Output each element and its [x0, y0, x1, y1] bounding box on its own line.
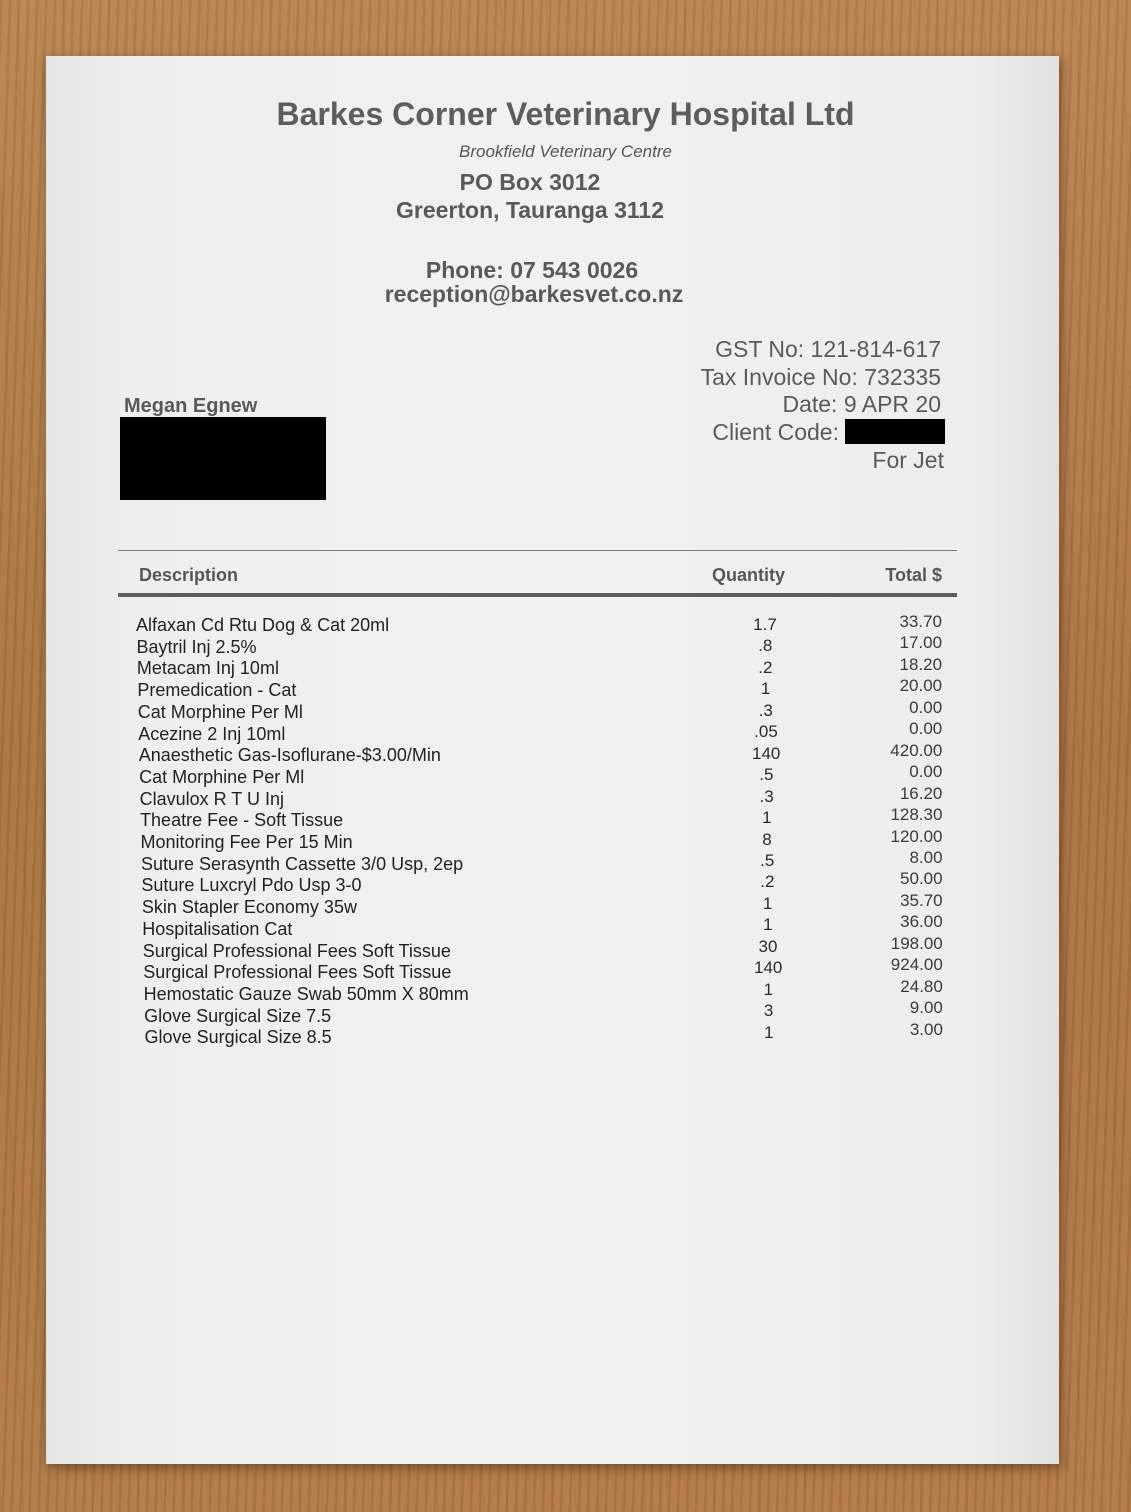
row-quantity: 1 — [762, 808, 772, 828]
row-description: Skin Stapler Economy 35w — [141, 897, 357, 918]
row-quantity: 3 — [763, 1001, 774, 1021]
row-quantity: 1 — [760, 679, 771, 699]
row-total: 9.00 — [909, 998, 943, 1018]
table-top-rule — [118, 550, 957, 551]
email-address: reception@barkesvet.co.nz — [384, 281, 684, 307]
row-total: 33.70 — [899, 612, 942, 631]
row-total: 50.00 — [900, 869, 943, 889]
row-description: Glove Surgical Size 8.5 — [144, 1027, 332, 1048]
row-description: Surgical Professional Fees Soft Tissue — [142, 940, 451, 961]
row-description: Monitoring Fee Per 15 Min — [140, 832, 353, 852]
row-quantity: 1.7 — [753, 615, 777, 634]
row-quantity: 1 — [764, 1022, 774, 1042]
gst-number: GST No: 121-814-617 — [715, 336, 941, 362]
row-description: Anaesthetic Gas-Isoflurane-$3.00/Min — [138, 745, 441, 766]
column-header-total: Total $ — [885, 565, 942, 585]
row-total: 198.00 — [890, 933, 943, 953]
row-total: 20.00 — [899, 676, 943, 696]
hospital-subname: Brookfield Veterinary Centre — [459, 142, 672, 161]
row-quantity: .3 — [759, 786, 774, 806]
row-description: Metacam Inj 10ml — [136, 658, 279, 679]
row-quantity: 140 — [752, 743, 781, 763]
row-quantity: 30 — [758, 936, 778, 956]
row-quantity: .5 — [759, 765, 774, 785]
row-quantity: .2 — [760, 872, 775, 892]
row-quantity: .2 — [758, 657, 773, 677]
row-description: Glove Surgical Size 7.5 — [144, 1005, 332, 1026]
row-description: Alfaxan Cd Rtu Dog & Cat 20ml — [136, 615, 390, 635]
row-description: Baytril Inj 2.5% — [136, 636, 257, 657]
row-quantity: .5 — [760, 850, 775, 870]
row-description: Suture Serasynth Cassette 3/0 Usp, 2ep — [140, 853, 464, 874]
row-total: 18.20 — [899, 654, 943, 674]
row-total: 128.30 — [890, 805, 943, 825]
row-total: 3.00 — [909, 1019, 943, 1039]
row-description: Theatre Fee - Soft Tissue — [140, 810, 344, 831]
row-description: Hospitalisation Cat — [142, 918, 293, 939]
column-header-description: Description — [139, 565, 239, 585]
row-total: 24.80 — [900, 976, 943, 996]
row-total: 420.00 — [890, 740, 943, 760]
row-quantity: 1 — [763, 915, 773, 935]
row-total: 8.00 — [909, 847, 943, 867]
row-total: 0.00 — [909, 762, 943, 782]
row-quantity: .3 — [758, 700, 773, 720]
row-total: 16.20 — [899, 783, 943, 803]
row-total: 17.00 — [899, 633, 943, 653]
row-description: Premedication - Cat — [137, 680, 297, 701]
row-total: 924.00 — [890, 955, 943, 975]
row-total: 0.00 — [909, 697, 943, 717]
row-quantity: 1 — [762, 893, 773, 913]
row-total: 35.70 — [900, 890, 943, 910]
row-quantity: 1 — [763, 979, 774, 999]
phone-number: Phone: 07 543 0026 — [425, 257, 639, 283]
column-header-quantity: Quantity — [712, 565, 786, 585]
row-quantity: .05 — [754, 722, 778, 742]
row-description: Cat Morphine Per Ml — [137, 701, 303, 722]
address-line-2: Greerton, Tauranga 3112 — [395, 197, 664, 223]
tax-invoice-number: Tax Invoice No: 732335 — [700, 364, 941, 390]
row-total: 0.00 — [909, 719, 943, 739]
hospital-name: Barkes Corner Veterinary Hospital Ltd — [276, 96, 855, 132]
row-total: 120.00 — [890, 826, 943, 846]
pet-name: For Jet — [872, 447, 944, 473]
row-description: Surgical Professional Fees Soft Tissue — [143, 962, 452, 983]
client-code-redaction — [845, 419, 945, 444]
row-quantity: .8 — [758, 636, 773, 656]
row-description: Acezine 2 Inj 10ml — [138, 723, 286, 744]
table-header-rule — [118, 593, 957, 597]
row-description: Cat Morphine Per Ml — [139, 766, 305, 787]
row-quantity: 8 — [762, 829, 772, 849]
address-line-1: PO Box 3012 — [459, 169, 601, 195]
invoice-date: Date: 9 APR 20 — [782, 391, 941, 417]
client-code-label: Client Code: — [712, 419, 839, 445]
row-description: Hemostatic Gauze Swab 50mm X 80mm — [143, 983, 469, 1004]
row-description: Clavulox R T U Inj — [139, 788, 284, 809]
client-address-redaction — [120, 417, 326, 500]
row-description: Suture Luxcryl Pdo Usp 3-0 — [141, 875, 362, 896]
row-total: 36.00 — [900, 912, 943, 932]
client-name: Megan Egnew — [124, 395, 258, 417]
row-quantity: 140 — [754, 958, 783, 978]
